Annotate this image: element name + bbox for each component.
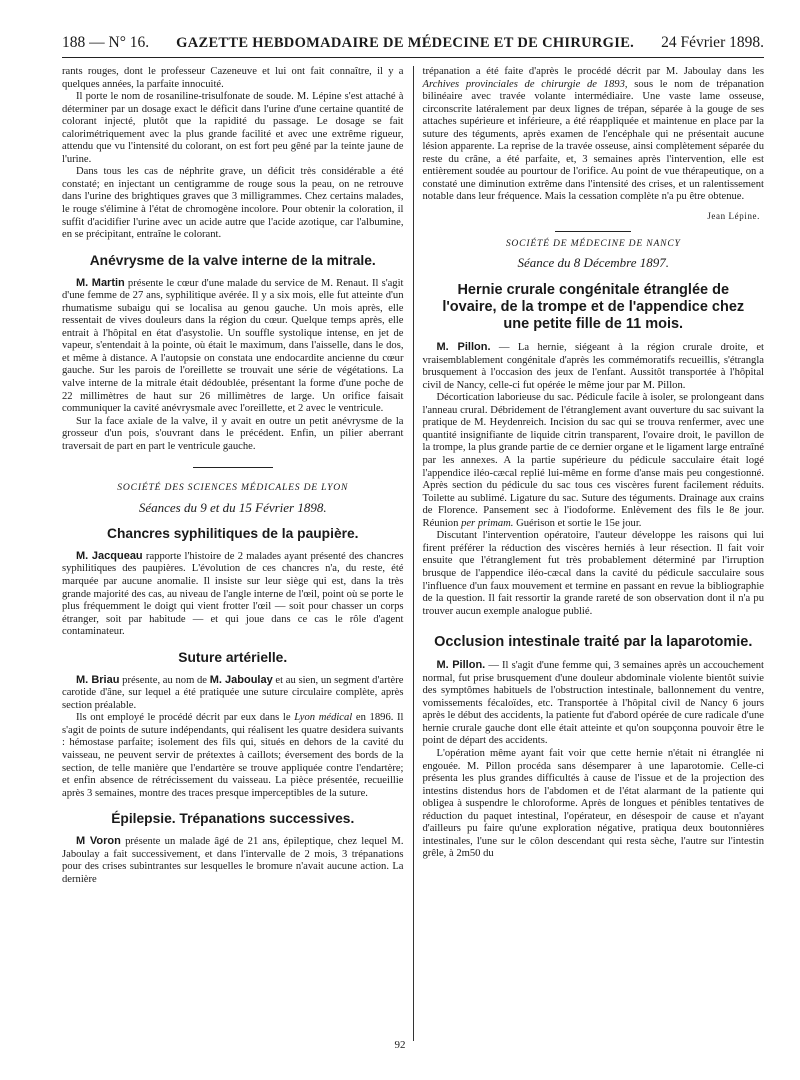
article-title: Hernie crurale congénitale étranglée de l'ovaire, de la trompe et de l'appendice chez une petite fille de 11 mois. (442, 282, 745, 333)
speaker-name: M. Jacqueau (76, 549, 143, 562)
paragraph: L'opération même ayant fait voir que cette hernie n'était ni étranglée ni engouée. M. Pillon procéda sans désemparer à une laparotomie. Celle-ci présenta les plus grandes difficultés à cause de l'issue et de la projection des intestins distendus hors de l'abdomen et de l'état alarmant de la patiente qui obligea à suspendre le chloroforme. Après de longues et pénibles tentatives de réduction du paquet intestinal, l'opérateur, en désespoir de cause et n'ayant d'ailleurs pu faire qu'une exploration négative, pratiqua deux boutonnières intestinales, l'une sur le côlon descendant qui resta sèche, l'autre sur l'intestin grêle, à 2m50 du (422, 747, 764, 860)
latin-term: per primam. (461, 517, 514, 529)
speaker-name: M. Pillon. (436, 659, 486, 672)
paragraph: rants rouges, dont le professeur Cazeneuve et lui ont fait connaître, il y a quelques années, la parfaite innocuité. (62, 66, 404, 90)
text-columns (62, 66, 764, 1041)
paragraph-text: Ils ont employé le procédé décrit par eux dans le (76, 712, 295, 724)
session-dates: Séances du 9 et du 15 Février 1898. (138, 499, 327, 515)
running-head (62, 34, 764, 58)
section-divider (193, 467, 273, 468)
article-title: Chancres syphilitiques de la paupière. (107, 525, 359, 541)
speaker-name: M. Jaboulay (209, 673, 273, 686)
paragraph-text: rapporte l'histoire de 2 malades ayant présenté des chancres syphilitiques des paupières. L'évolution de ces chancres n'a, du reste, été marquée par aucune anomalie. Il insiste sur leur siège qui est, dans la très grande majorité des cas, au niveau de l'angle interne de l'œil, point où se porte le plus fréquemment le doigt qui vient frotter l'œil — soit pour chasser un corps étranger, soit par habitude — et qui joue dans ce cas le rôle d'agent contaminateur. (62, 550, 404, 638)
paragraph: Dans tous les cas de néphrite grave, un déficit très considérable a été constaté; en injectant un centigramme de rouge sous la peau, on ne retrouve dans l'urine des brightiques graves que 3 milligrammes. Chez certains malades, le rouge s'élimine à l'état de chromogène incolore. Pour obtenir la coloration, il suffit d'acidifier l'urine avec un acide autre que l'acide azotique, car l'albumine, en se précipitant, entraîne le colorant. (62, 166, 404, 241)
paragraph-text: en 1896. Il s'agit de points de suture indépendants, qui réalisent les quatre desidera suivants : hémostase parfaite; isolement des fils qui, situés en dehors de la cavité du vaisseau, ne peuvent servir de prétextes à caillots; éversement des bords de la section, de telle manière que l'endartère se trouve appliquée contre l'endartère; et enfin absence de rétrécissement du vaisseau. La pièce présentée, recueillie après 3 semaines, montre des traces presque imperceptibles de la suture. (62, 712, 404, 799)
paragraph-text: présente le cœur d'une malade du service de M. Renaut. Il s'agit d'une femme de 27 ans, syphilitique avérée. Il y a six mois, elle fut atteinte d'un rhumatisme subaigu qui se localisa au genou gauche. Un mois après, elle ressentait de vives douleurs dans la région du cœur. Quelque temps après, elle entrait à l'hôpital en état d'asystolie. Un souffle systolique intense, en jet de vapeur, s'entendait à la pointe, où était le maximum, dans l'aisselle, dans le dos, et même à distance. A l'autopsie on constata une endocardite ancienne du cœur gauche. Sur les parois de l'oreillette se trouvait une série de végétations. La valve interne de la mitrale était dédoublée, présentant la forme d'une poche de 22 millimètres de haut sur 26 millimètres de large. Un orifice faisait communiquer la cavité anévrysmale avec l'oreillette, et 2 avec le ventricule. (62, 277, 404, 415)
paragraph-text: Décortication laborieuse du sac. Pédicule facile à isoler, se prolongeant dans l'anneau crural. Débridement de l'étranglement avant ouverture du sac suivant la pratique de M. Heydenreich. Incision du sac qui se trouva renfermer, avec une quantité insignifiante de liquide citrin transparent, l'ovaire droit, le pavillon de la trompe, la plus grande partie de ce dernier organe et le ligament large entraîné par les annexes. A la partie supérieure du pédicule sacculaire était logé l'appendice iléo-cæcal replié lui-même en forme d'anse mais peu congestionné. Après section du pédicule du sac tous ces viscères furent facilement réduits. Toilette au sublimé. Ligature du sac. Suture des téguments. Drainage aux crains de Florence. Pansement sec à l'iodoforme. Enlèvement des fils le 8e jour. Réunion (422, 392, 764, 529)
paragraph-text: et au sien, un segment d'artère carotide d'âne, sur lequel a été pratiquée une suture circulaire complète, après section préalable. (62, 674, 404, 711)
session-date: Séance du 8 Décembre 1897. (517, 255, 669, 271)
paragraph: Sur la face axiale de la valve, il y avait en outre un petit anévrysme de la grosseur d'un pois, s'ouvrant dans le précédent. Enfin, un pilier aberrant traversait de part en part le ventricule gauche. (62, 415, 404, 452)
society-name: SOCIÉTÉ DE MÉDECINE DE NANCY (505, 237, 681, 249)
author-signature: Jean Lépine. (707, 211, 760, 222)
paragraph-text: — La hernie, siégeant à la région crurale droite, et vraisemblablement congénitale d'après les commémoratifs recueillis, s'étrangla brusquement à l'occasion des jeux de l'enfant. Aussitôt transportée à l'hôpital civil de Nancy, celle-ci fut opérée le même jour par M. Pillon. (422, 342, 764, 391)
speaker-name: M Voron (76, 835, 121, 848)
speaker-name: M. Briau (76, 673, 120, 686)
paragraph-text: trépanation a été faite d'après le procédé décrit par M. Jaboulay dans les (422, 66, 764, 77)
journal-reference: Archives provinciales de chirurgie de 1893 (422, 78, 625, 90)
paragraph-text: présente un malade âgé de 21 ans, épileptique, chez lequel M. Jaboulay a fait successivement, et dans l'intervalle de 2 mois, 3 trépanations pour des crises subintrantes sur lesquelles le bromure n'avait aucune action. La dernière (62, 836, 404, 885)
paragraph-text: — Il s'agit d'une femme qui, 3 semaines après un accouchement normal, fut prise brusquement d'une douleur abdominale violente bientôt suivie des symptômes habituels de l'obstruction intestinale, ballonnement du ventre, vomissements fécaloïdes, etc. Transportée à l'hôpital civil de Nancy 6 jours après le début des accidents, la patiente fut d'abord opérée de cure radicale d'une hernie crurale gauche dont elle était atteinte et qu'on soupçonna pouvoir être le point de départ des accidents. (422, 660, 764, 747)
journal-reference: Lyon médical (294, 712, 353, 724)
left-column (62, 66, 413, 1041)
article-title: Occlusion intestinale traité par la laparotomie. (434, 634, 753, 651)
speaker-name: M. Pillon. (436, 341, 491, 354)
issue-date: 24 Février 1898. (661, 34, 764, 51)
paragraph-text: Guérison et sortie le 15e jour. (513, 517, 642, 529)
article-title: Épilepsie. Trépanations successives. (111, 811, 355, 827)
right-column (413, 66, 765, 1041)
society-name: SOCIÉTÉ DES SCIENCES MÉDICALES DE LYON (117, 482, 349, 494)
paragraph-text: , sous le nom de trépanation bilinéaire avec travée volante intermédiaire. Une vaste lame osseuse, circonscrite latéralement par deux lignes de trépan, séparée à la gouge de ses attaches supérieure et inférieure, a été réappliquée et maintenue en place par la suture des téguments, après examen de l'encéphale qui ne présentait aucune lésion apparente. La reprise de la travée osseuse, ainsi complètement séparée du reste du crâne, a été parfaite, et, 3 semaines après l'intervention, elle est entièrement soudée au pourtour de l'orifice. Au point de vue thérapeutique, on a constaté une diminution extrême dans l'intensité des crises, et un ralentissement notable dans leur fréquence. Mais la cessation complète n'a pu être obtenue. (422, 78, 764, 203)
speaker-name: M. Martin (76, 276, 125, 289)
paragraph-text: présente, au nom de (119, 674, 210, 686)
journal-title: GAZETTE HEBDOMADAIRE DE MÉDECINE ET DE CHIRURGIE. (176, 35, 635, 51)
paragraph: Il porte le nom de rosaniline-trisulfonate de soude. M. Lépine s'est attaché à déterminer par un dosage exact le déficit dans l'urine d'une certaine quantité de colorant injecté, plutôt que la rapidité du passage. Le dosage se fait calorimétriquement avec la plus grande facilité et avec une extrême rigueur, attendu que vu l'intensité du colorant, on est fort peu gêné par la teinte jaune de l'urine. (62, 91, 404, 165)
section-divider (555, 231, 631, 232)
folio-number: 92 (394, 1039, 406, 1051)
page-number: 188 — N° 16. (62, 34, 150, 51)
paragraph: Discutant l'intervention opératoire, l'auteur développe les raisons qui lui firent préférer la réduction des viscères herniés à leur résection. Il fait voir ensuite que l'étranglement fut très probablement déterminé par l'irruption brusque de l'appendice iléo-cæcal dans la cavité du pédicule sacculaire sous l'influence d'un faux mouvement et termine en passant en revue la bibliographie de la question. Il fait ressortir la grande rareté de son observation dont il n'a pu trouver aucun exemple analogue publié. (422, 530, 764, 617)
article-title: Anévrysme de la valve interne de la mitrale. (89, 252, 376, 268)
article-title: Suture artérielle. (178, 649, 288, 665)
